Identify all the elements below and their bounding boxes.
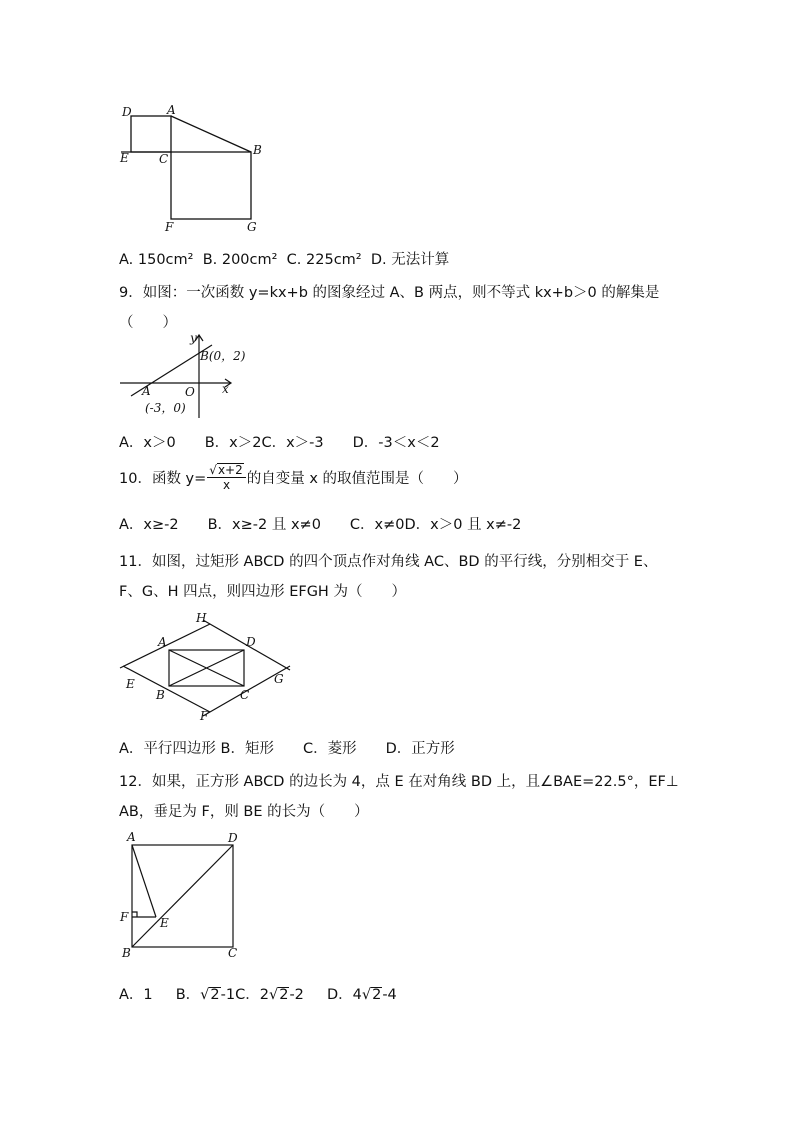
label-A: A bbox=[127, 830, 136, 844]
label-A: A bbox=[158, 635, 167, 649]
q10-stem-prefix: 10．函数 y= bbox=[119, 471, 207, 488]
q10-options: A．x≥-2 B．x≥-2 且 x≠0 C．x≠0D．x＞0 且 x≠-2 bbox=[119, 517, 522, 533]
q12-stem-line1: 12．如果，正方形 ABCD 的边长为 4，点 E 在对角线 BD 上，且∠BAE=22.5°，EF⊥ bbox=[119, 774, 679, 790]
label-A-coord: (-3，0) bbox=[145, 401, 186, 415]
label-E: E bbox=[160, 916, 169, 930]
label-G: G bbox=[247, 220, 257, 234]
label-D: D bbox=[122, 105, 132, 119]
label-G: G bbox=[274, 672, 284, 686]
q12-options bbox=[119, 983, 397, 1004]
label-B: B bbox=[253, 143, 262, 157]
label-B: B bbox=[122, 946, 131, 960]
label-F: F bbox=[120, 910, 129, 924]
q12-stem-line2: AB，垂足为 F，则 BE 的长为（ ） bbox=[119, 804, 369, 820]
label-H: H bbox=[196, 611, 207, 625]
q12-figure bbox=[115, 828, 250, 964]
label-x: x bbox=[222, 382, 229, 396]
label-D: D bbox=[228, 831, 238, 845]
q8-option-c: C. 225cm² bbox=[286, 252, 362, 268]
label-E: E bbox=[120, 151, 129, 165]
label-D: D bbox=[246, 635, 256, 649]
q11-options: A．平行四边形 B．矩形 C．菱形 D．正方形 bbox=[119, 741, 455, 757]
label-A: A bbox=[167, 103, 176, 117]
q11-stem-line2: F、G、H 四点，则四边形 EFGH 为（ ） bbox=[119, 584, 406, 600]
label-B-coord: B(0，2) bbox=[200, 349, 246, 363]
q8-option-b: B. 200cm² bbox=[202, 252, 278, 268]
label-C: C bbox=[159, 152, 169, 166]
q10-stem-suffix: 的自变量 x 的取值范围是（ ） bbox=[246, 471, 468, 488]
label-E: E bbox=[126, 677, 135, 691]
q10-stem bbox=[119, 463, 468, 492]
q8-option-d: D. 无法计算 bbox=[370, 252, 450, 268]
label-B: B bbox=[156, 688, 165, 702]
q10-denominator: x bbox=[222, 478, 231, 493]
q12-option-b: B．√2-1C．2√2-2 bbox=[175, 987, 304, 1003]
q10-radicand: x+2 bbox=[217, 463, 243, 477]
q11-stem-line1: 11．如图，过矩形 ABCD 的四个顶点作对角线 AC、BD 的平行线，分别相交于 E、 bbox=[119, 554, 658, 570]
q11-figure bbox=[118, 608, 298, 728]
q8-option-a: A. 150cm² bbox=[119, 252, 194, 268]
q8-options bbox=[119, 248, 449, 269]
label-O: O bbox=[185, 385, 195, 399]
label-C: C bbox=[228, 946, 238, 960]
label-F: F bbox=[165, 220, 174, 234]
q9-figure bbox=[115, 330, 250, 420]
q8-figure bbox=[115, 100, 275, 240]
q12-option-a: A．1 bbox=[119, 987, 153, 1003]
label-C: C bbox=[240, 688, 250, 702]
q9-stem-line1: 9．如图：一次函数 y=kx+b 的图象经过 A、B 两点，则不等式 kx+b＞0 的解集是 bbox=[119, 285, 660, 301]
q10-fraction: $\frac{√x+2}{x}$ bbox=[207, 463, 245, 492]
q9-stem-line2: （ ） bbox=[119, 315, 177, 331]
label-y: y bbox=[190, 331, 197, 345]
q9-options: A．x＞0 B．x＞2C．x＞-3 D．-3＜x＜2 bbox=[119, 435, 440, 451]
label-A: A bbox=[142, 384, 151, 398]
q12-option-d: D．4√2-4 bbox=[326, 987, 397, 1003]
label-F: F bbox=[200, 709, 209, 723]
